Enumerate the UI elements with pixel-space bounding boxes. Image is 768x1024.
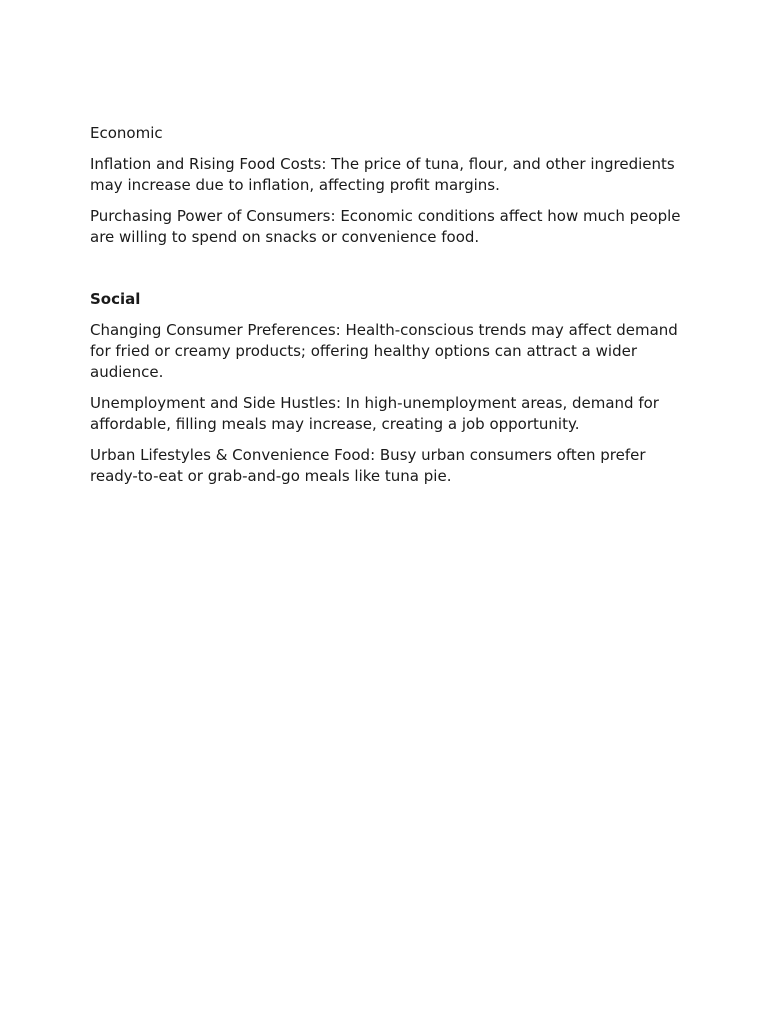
section-spacer	[90, 258, 690, 289]
section-heading-social: Social	[90, 290, 141, 308]
paragraph-inflation: Inflation and Rising Food Costs: The price of tuna, flour, and other ingredients may increase due to inflation, affecting profit margins.	[90, 155, 675, 194]
section-heading-economic: Economic	[90, 124, 163, 142]
document-page	[90, 123, 690, 497]
paragraph-unemployment: Unemployment and Side Hustles: In high-unemployment areas, demand for affordable, filling meals may increase, creating a job opportunity.	[90, 394, 659, 433]
paragraph-urban-lifestyles: Urban Lifestyles & Convenience Food: Busy urban consumers often prefer ready-to-eat or grab-and-go meals like tuna pie.	[90, 446, 646, 485]
paragraph-purchasing-power: Purchasing Power of Consumers: Economic conditions affect how much people are willing to spend on snacks or convenience food.	[90, 207, 681, 246]
paragraph-consumer-preferences: Changing Consumer Preferences: Health-conscious trends may affect demand for fried or creamy products; offering healthy options can attract a wider audience.	[90, 321, 678, 381]
